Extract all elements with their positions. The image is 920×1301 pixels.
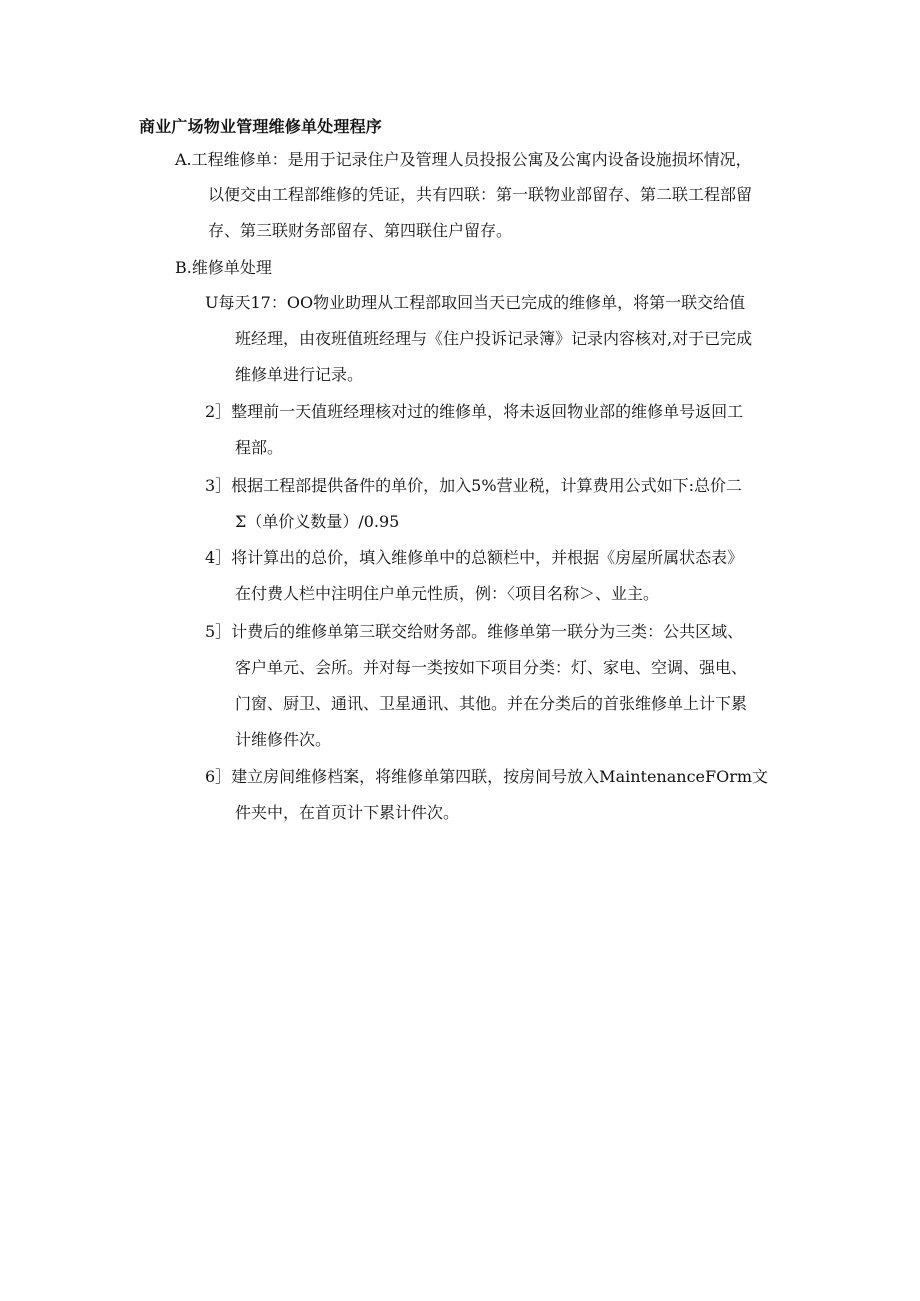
document-title: 商业广场物业管理维修单处理程序 bbox=[139, 117, 383, 136]
section-a-line-1: A.工程维修单：是用于记录住户及管理人员投报公寓及公寓内设备设施损坏情况， bbox=[175, 150, 752, 169]
item-5-line-4: 计维修件次。 bbox=[235, 730, 332, 749]
item-5-line-1: 5］计费后的维修单第三联交给财务部。维修单第一联分为三类：公共区域、 bbox=[205, 622, 744, 641]
item-2-line-1: 2］整理前一天值班经理核对过的维修单，将未返回物业部的维修单号返回工 bbox=[205, 402, 744, 421]
item-6-line-2: 件夹中，在首页计下累计件次。 bbox=[235, 803, 460, 822]
item-1-line-1: U每天17：OO物业助理从工程部取回当天已完成的维修单，将第一联交给值 bbox=[205, 293, 746, 312]
item-4-line-1: 4］将计算出的总价，填入维修单中的总额栏中，并根据《房屋所属状态表》 bbox=[205, 548, 744, 567]
item-4-line-2: 在付费人栏中注明住户单元性质，例：〈项目名称＞、业主。 bbox=[235, 584, 660, 603]
item-2-line-2: 程部。 bbox=[235, 438, 284, 457]
item-1-line-3: 维修单进行记录。 bbox=[235, 365, 364, 384]
item-6-line-1: 6］建立房间维修档案，将维修单第四联，按房间号放入MaintenanceFOrm文 bbox=[205, 767, 769, 786]
section-a-line-3: 存、第三联财务部留存、第四联住户留存。 bbox=[208, 221, 513, 240]
section-b-heading: B.维修单处理 bbox=[175, 258, 272, 277]
item-5-line-3: 门窗、厨卫、通讯、卫星通讯、其他。并在分类后的首张维修单上计下累 bbox=[235, 694, 748, 713]
item-3-line-1: 3］根据工程部提供备件的单价，加入5%营业税，计算费用公式如下:总价二 bbox=[205, 476, 742, 495]
item-5-line-2: 客户单元、会所。并对每一类按如下项目分类：灯、家电、空调、强电、 bbox=[235, 658, 748, 677]
item-3-line-2: Σ（单价义数量）/0.95 bbox=[235, 512, 400, 531]
item-1-line-2: 班经理，由夜班值班经理与《住户投诉记录簿》记录内容核对,对于已完成 bbox=[235, 329, 753, 348]
section-a-line-2: 以便交由工程部维修的凭证，共有四联：第一联物业部留存、第二联工程部留 bbox=[208, 185, 753, 204]
